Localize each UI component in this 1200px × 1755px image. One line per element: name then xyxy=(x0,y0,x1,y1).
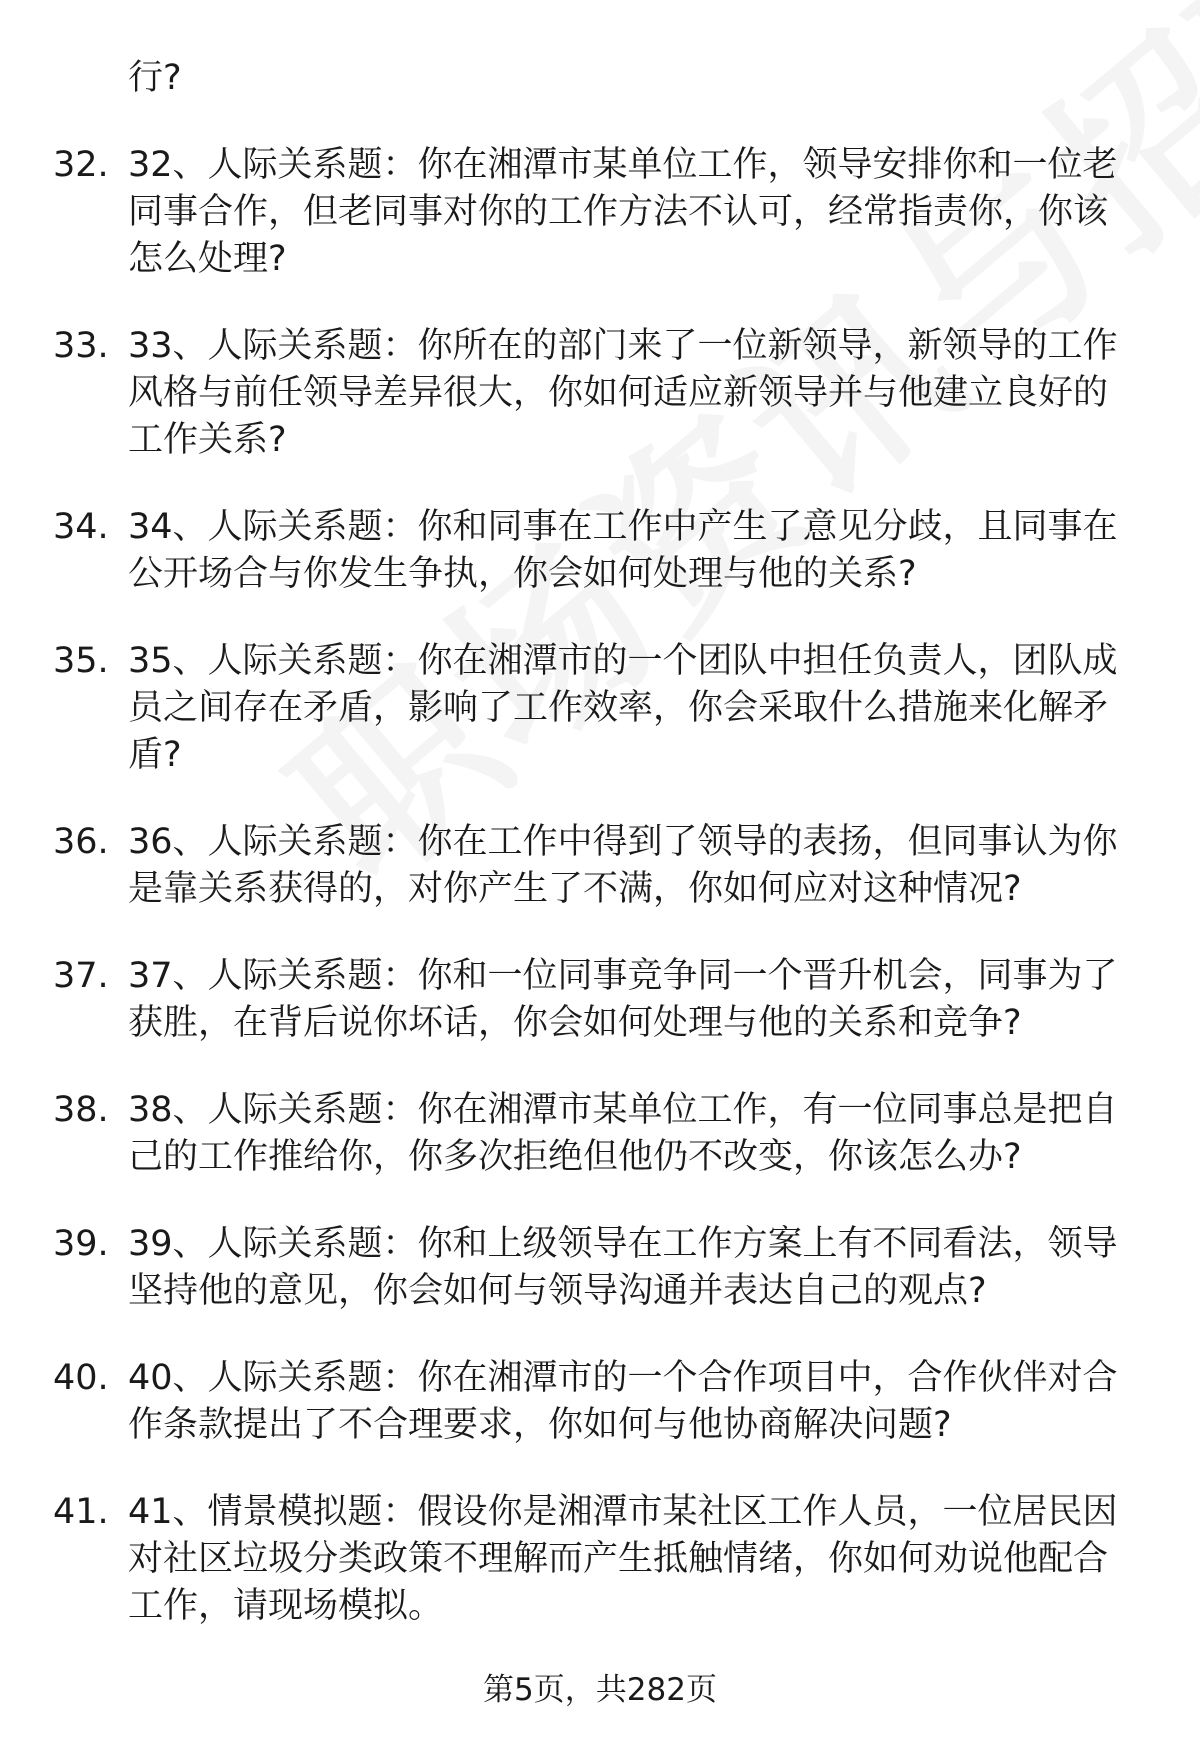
question-list xyxy=(0,55,1200,1670)
item-number: 41. xyxy=(53,1492,109,1532)
item-number: 37. xyxy=(53,956,109,996)
item-number: 32. xyxy=(53,145,109,185)
page-footer: 第5页，共282页 xyxy=(483,1672,717,1708)
list-item xyxy=(53,142,1138,283)
item-text: 40、人际关系题：你在湘潭市的一个合作项目中，合作伙伴对合作条款提出了不合理要求，你如何与他协商解决问题? xyxy=(128,1358,1118,1445)
item-number: 39. xyxy=(53,1224,109,1264)
list-item xyxy=(53,953,1138,1047)
list-item xyxy=(53,819,1138,913)
list-item xyxy=(53,1087,1138,1181)
item-number: 33. xyxy=(53,326,109,366)
item-text: 36、人际关系题：你在工作中得到了领导的表扬，但同事认为你是靠关系获得的，对你产生了不满，你如何应对这种情况? xyxy=(128,822,1118,909)
item-text: 37、人际关系题：你和一位同事竞争同一个晋升机会，同事为了获胜，在背后说你坏话，你会如何处理与他的关系和竞争? xyxy=(128,956,1118,1043)
list-item xyxy=(53,638,1138,779)
item-number: 40. xyxy=(53,1358,109,1398)
item-number: 38. xyxy=(53,1090,109,1130)
list-item xyxy=(53,323,1138,464)
item-number: 36. xyxy=(53,822,109,862)
item-text: 32、人际关系题：你在湘潭市某单位工作，领导安排你和一位老同事合作，但老同事对你的工作方法不认可，经常指责你，你该怎么处理? xyxy=(128,145,1118,279)
item-number: 35. xyxy=(53,641,109,681)
item-text: 41、情景模拟题：假设你是湘潭市某社区工作人员，一位居民因对社区垃圾分类政策不理解而产生抵触情绪，你如何劝说他配合工作，请现场模拟。 xyxy=(128,1492,1118,1626)
list-item xyxy=(53,1221,1138,1315)
item-text: 33、人际关系题：你所在的部门来了一位新领导，新领导的工作风格与前任领导差异很大，你如何适应新领导并与他建立良好的工作关系? xyxy=(128,326,1118,460)
list-item xyxy=(53,1489,1138,1630)
item-number: 34. xyxy=(53,507,109,547)
list-item xyxy=(53,1355,1138,1449)
list-item xyxy=(53,504,1138,598)
item-text: 39、人际关系题：你和上级领导在工作方案上有不同看法，领导坚持他的意见，你会如何与领导沟通并表达自己的观点? xyxy=(128,1224,1118,1311)
continued-text: 行? xyxy=(128,58,182,98)
item-text: 34、人际关系题：你和同事在工作中产生了意见分歧，且同事在公开场合与你发生争执，你会如何处理与他的关系? xyxy=(128,507,1118,594)
item-text: 38、人际关系题：你在湘潭市某单位工作，有一位同事总是把自己的工作推给你，你多次拒绝但他仍不改变，你该怎么办? xyxy=(128,1090,1118,1177)
item-text: 35、人际关系题：你在湘潭市的一个团队中担任负责人，团队成员之间存在矛盾，影响了工作效率，你会采取什么措施来化解矛盾? xyxy=(128,641,1118,775)
